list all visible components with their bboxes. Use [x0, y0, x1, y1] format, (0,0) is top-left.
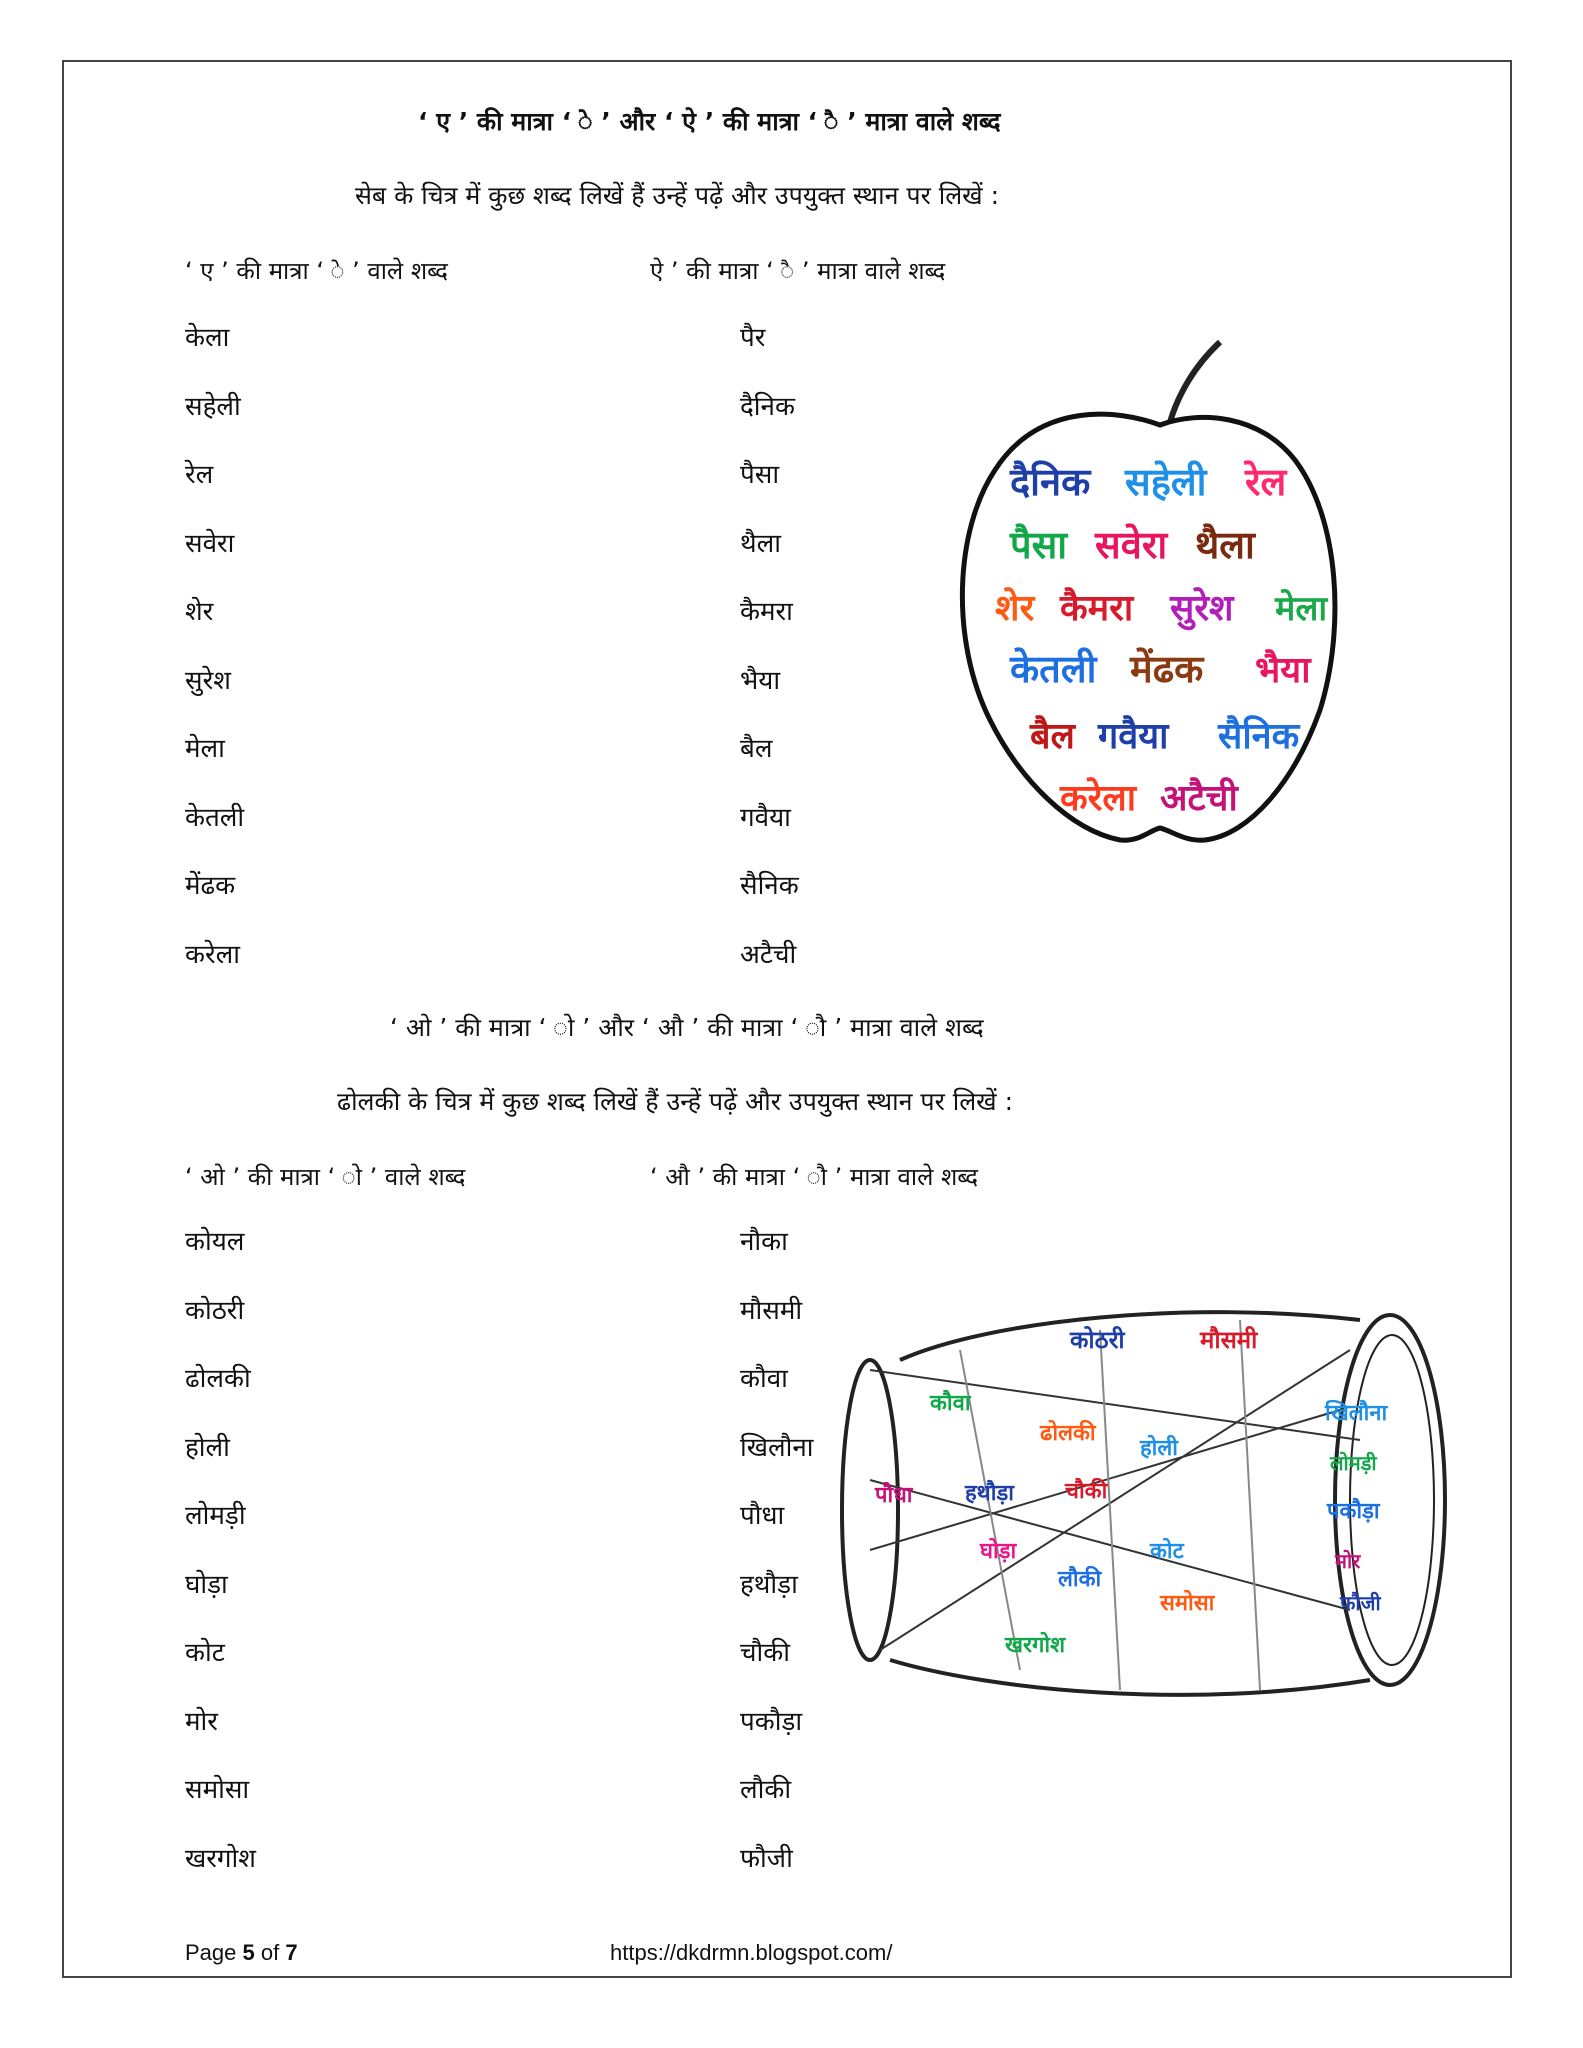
dholak-word: चौकी: [1065, 1479, 1108, 1504]
section2-right-word: हथौड़ा: [740, 1569, 798, 1600]
section1-left-word: सुरेश: [185, 665, 231, 696]
dholak-word: समोसा: [1160, 1591, 1215, 1616]
section2-left-word: ढोलकी: [185, 1364, 251, 1394]
section1-left-word: मेंढक: [185, 871, 236, 901]
apple-word: गवैया: [1098, 716, 1169, 757]
section2-left-word: कोट: [185, 1638, 225, 1668]
dholak-word: हथौड़ा: [965, 1481, 1014, 1506]
section1-right-word: थैला: [740, 528, 781, 559]
dholak-word: कोठरी: [1070, 1326, 1125, 1354]
apple-illustration: [950, 330, 1370, 870]
dholak-word: फौजी: [1340, 1591, 1381, 1615]
section1-left-word: रेल: [185, 460, 214, 490]
apple-word: बैल: [1030, 716, 1075, 757]
dholak-word: लोमड़ी: [1330, 1451, 1377, 1475]
section2-left-word: होली: [185, 1432, 230, 1463]
dholak-word: खिलौना: [1325, 1401, 1388, 1426]
dholak-word: घोड़ा: [980, 1539, 1017, 1564]
dholak-word: खरगोश: [1005, 1633, 1066, 1658]
page-of: of: [254, 1940, 286, 1965]
section2-right-word: पौधा: [740, 1501, 785, 1531]
apple-word: दैनिक: [1010, 460, 1091, 504]
section1-right-word: अटैची: [740, 939, 797, 970]
apple-word: थैला: [1195, 523, 1255, 567]
section1-left-word: केतली: [185, 802, 245, 833]
section2-left-word: कोठरी: [185, 1295, 245, 1326]
section1-right-word: भैया: [740, 665, 781, 696]
dholak-word: मोर: [1335, 1549, 1361, 1573]
apple-word: सहेली: [1125, 460, 1207, 504]
dholak-word: पकौड़ा: [1327, 1499, 1380, 1524]
section1-left-word: शेर: [185, 597, 214, 627]
section2-left-header: ‘ ओ ’ की मात्रा ‘ ो ’ वाले शब्द: [185, 1163, 466, 1191]
section2-left-word: खरगोश: [185, 1843, 256, 1874]
section2-left-word: कोयल: [185, 1227, 245, 1257]
section1-right-header: ऐ ’ की मात्रा ‘ ै ’ मात्रा वाले शब्द: [650, 257, 946, 285]
dholak-illustration: [840, 1290, 1480, 1730]
section1-left-word: करेला: [185, 939, 240, 970]
apple-word: केतली: [1010, 647, 1097, 691]
apple-word: पैसा: [1010, 523, 1068, 567]
section2-title: ‘ ओ ’ की मात्रा ‘ ो ’ और ‘ औ ’ की मात्रा ‘ ौ ’ मात्रा वाले शब्द: [390, 1013, 984, 1042]
section2-right-word: खिलौना: [740, 1432, 814, 1463]
apple-word: रेल: [1245, 460, 1287, 504]
section1-left-word: सवेरा: [185, 528, 235, 559]
page-total: 7: [285, 1940, 298, 1965]
section2-left-word: समोसा: [185, 1775, 250, 1805]
apple-word: सुरेश: [1170, 588, 1234, 629]
apple-word: मेंढक: [1130, 647, 1204, 691]
dholak-word: मौसमी: [1200, 1326, 1258, 1354]
apple-word: शेर: [995, 588, 1035, 629]
section2-right-word: मौसमी: [740, 1295, 803, 1326]
section1-right-word: पैसा: [740, 460, 780, 490]
dholak-left-end: [842, 1360, 898, 1660]
section1-title: ‘ ए ’ की मात्रा ‘ े ’ और ‘ ऐ ’ की मात्रा ‘ ै ’ मात्रा वाले शब्द: [418, 107, 1001, 136]
apple-word: सैनिक: [1218, 716, 1300, 757]
section2-left-word: लोमड़ी: [185, 1501, 246, 1531]
blog-url[interactable]: https://dkdrmn.blogspot.com/: [610, 1940, 893, 1965]
section1-right-word: दैनिक: [740, 391, 795, 422]
dholak-word: कोट: [1150, 1539, 1184, 1564]
dholak-body-bottom: [890, 1660, 1370, 1695]
section1-left-word: सहेली: [185, 391, 241, 422]
section1-instruction: सेब के चित्र में कुछ शब्द लिखें हैं उन्हें पढ़ें और उपयुक्त स्थान पर लिखें :: [355, 181, 1000, 210]
section2-left-word: घोड़ा: [185, 1569, 228, 1600]
section1-left-header: ‘ ए ’ की मात्रा ‘ े ’ वाले शब्द: [185, 257, 448, 285]
section1-right-word: गवैया: [740, 802, 791, 833]
section2-right-word: कौवा: [740, 1364, 788, 1394]
apple-word: सवेरा: [1095, 523, 1168, 567]
section2-left-word: मोर: [185, 1706, 218, 1737]
dholak-word: होली: [1140, 1436, 1178, 1461]
dholak-word: ढोलकी: [1040, 1421, 1096, 1446]
dholak-word: कौवा: [930, 1391, 971, 1416]
apple-word: अटैची: [1160, 778, 1238, 819]
apple-word: कैमरा: [1060, 588, 1134, 629]
section2-right-word: पकौड़ा: [740, 1706, 803, 1737]
page-current: 5: [242, 1940, 255, 1965]
section1-left-word: केला: [185, 323, 230, 353]
section1-right-word: पैर: [740, 323, 766, 353]
section1-right-word: कैमरा: [740, 597, 793, 627]
section2-right-word: लौकी: [740, 1775, 792, 1805]
section1-right-word: सैनिक: [740, 871, 799, 901]
apple-word: मेला: [1275, 589, 1328, 629]
section2-right-word: चौकी: [740, 1638, 790, 1668]
apple-word: करेला: [1060, 778, 1137, 819]
page-number: [185, 1940, 298, 1966]
section2-instruction: ढोलकी के चित्र में कुछ शब्द लिखें हैं उन्हें पढ़ें और उपयुक्त स्थान पर लिखें :: [337, 1087, 1014, 1116]
section2-right-word: नौका: [740, 1227, 788, 1257]
dholak-word: लौकी: [1058, 1567, 1102, 1592]
dholak-word: पौधा: [875, 1483, 913, 1508]
section1-right-word: बैल: [740, 734, 773, 764]
apple-word: भैया: [1255, 650, 1311, 691]
dholak-body-top: [900, 1312, 1360, 1360]
page-prefix: Page: [185, 1940, 243, 1965]
section1-left-word: मेला: [185, 734, 225, 764]
section2-right-header: ‘ औ ’ की मात्रा ‘ ौ ’ मात्रा वाले शब्द: [650, 1163, 979, 1191]
section2-right-word: फौजी: [740, 1843, 793, 1874]
